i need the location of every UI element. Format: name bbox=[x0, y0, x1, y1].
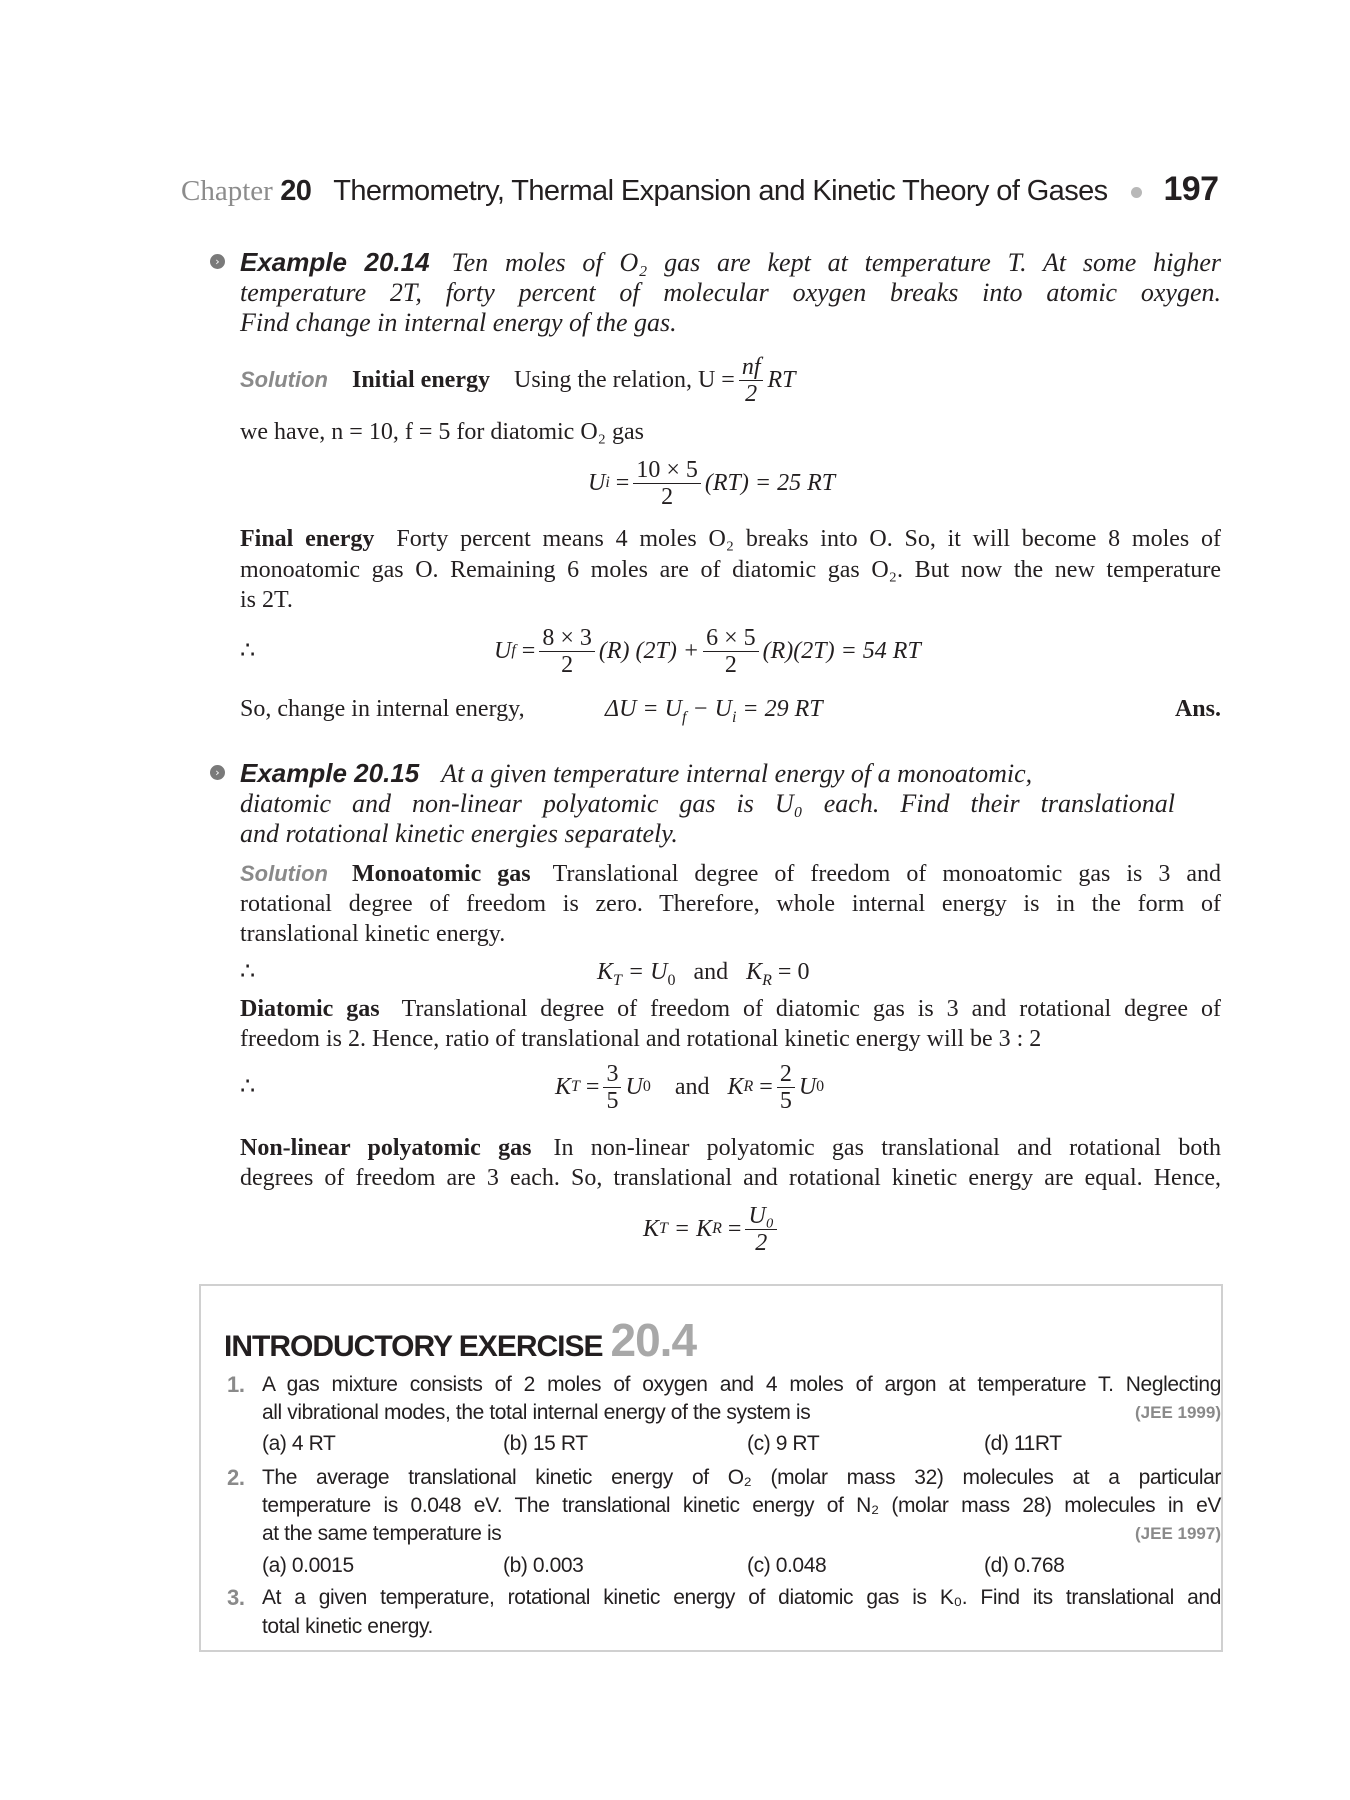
option: (d) 0.768 bbox=[984, 1554, 1065, 1577]
exercise-title: INTRODUCTORY EXERCISE 20.4 bbox=[224, 1314, 697, 1366]
polyatomic-line: Non-linear polyatomic gas In non-linear polyatomic gas translational and rotational both bbox=[240, 1135, 1221, 1161]
therefore-symbol: ∴ bbox=[240, 638, 256, 664]
solution-label: Solution bbox=[240, 367, 328, 392]
subheading: Initial energy bbox=[351, 366, 490, 393]
chevron-bullet-icon: › bbox=[210, 254, 225, 269]
question-line: at the same temperature is (JEE 1997) bbox=[262, 1520, 1221, 1548]
fraction: $\frac{6 \times 5}{2}$ bbox=[703, 625, 759, 678]
option: (b) 0.003 bbox=[503, 1554, 584, 1577]
fraction: $\frac{2}{5}$ bbox=[777, 1061, 795, 1114]
question-number: 3. bbox=[227, 1585, 245, 1610]
running-header bbox=[181, 170, 1218, 209]
paragraph-line: monoatomic gas O. Remaining 6 moles are of diatomic gas O₂. But now the new temperature bbox=[240, 557, 1221, 583]
equation-kt-kr-diatomic: K T = $\frac{3}{5}$ U 0 and K R = $\frac{2}{5}$ U 0 bbox=[555, 1060, 825, 1114]
example-question-line: and rotational kinetic energies separately. bbox=[240, 819, 678, 848]
example-question-line: diatomic and non-linear polyatomic gas is U₀ each. Find their translational bbox=[240, 789, 1175, 818]
fraction: $\frac{nf}{2}$ bbox=[739, 354, 764, 407]
question-number: 2. bbox=[227, 1465, 245, 1490]
option: (d) 11RT bbox=[984, 1432, 1062, 1455]
example-label: Example 20.14 bbox=[240, 247, 430, 277]
therefore-symbol: ∴ bbox=[240, 959, 256, 985]
question-line: A gas mixture consists of 2 moles of oxygen and 4 moles of argon at temperature T. Neglecting bbox=[262, 1373, 1221, 1396]
example-question-line: Find change in internal energy of the gas. bbox=[240, 308, 677, 337]
fraction: $\frac{8 \times 3}{2}$ bbox=[539, 625, 595, 678]
example-20-14-question-line: Example 20.14 Ten moles of O₂ gas are kept at temperature T. At some higher bbox=[240, 247, 1222, 277]
question-line: total kinetic energy. bbox=[262, 1615, 433, 1638]
exercise-number: 20.4 bbox=[610, 1314, 697, 1366]
option: (b) 15 RT bbox=[503, 1432, 588, 1455]
paragraph-line: is 2T. bbox=[240, 587, 293, 613]
question-line: all vibrational modes, the total internal energy of the system is (JEE 1999) bbox=[262, 1399, 1221, 1427]
fraction: $\frac{10 \times 5}{2}$ bbox=[633, 457, 701, 510]
equation-ui: U i = $\frac{10 \times 5}{2}$ (RT) = 25 RT bbox=[588, 456, 836, 510]
question-line: The average translational kinetic energy of O₂ (molar mass 32) molecules at a particular bbox=[262, 1466, 1221, 1489]
option: (a) 4 RT bbox=[262, 1432, 336, 1455]
question-line: At a given temperature, rotational kinetic energy of diatomic gas is K₀. Find its translational and bbox=[262, 1586, 1221, 1609]
given-values: we have, n = 10, f = 5 for diatomic O₂ gas bbox=[240, 419, 645, 445]
therefore-symbol: ∴ bbox=[240, 1074, 256, 1100]
equation-kt-kr-polyatomic: K T = K R = $\frac{\text{U₀}}{2}$ bbox=[643, 1189, 781, 1269]
fraction: $\frac{\text{U₀}}{2}$ bbox=[745, 1203, 777, 1256]
equation-kt-u0: $K_T = U_0$ and $K_R = 0$ bbox=[597, 959, 810, 989]
example-20-15-question-line: Example 20.15 At a given temperature internal energy of a monoatomic, bbox=[240, 758, 1033, 788]
paragraph-line: degrees of freedom are 3 each. So, translational and rotational kinetic energy are equal. Hence, bbox=[240, 1165, 1221, 1191]
paragraph-line: freedom is 2. Hence, ratio of translational and rotational kinetic energy will be 3 : 2 bbox=[240, 1026, 1042, 1052]
option: (c) 0.048 bbox=[747, 1554, 827, 1577]
chevron-bullet-icon: › bbox=[210, 765, 225, 780]
paragraph-line: translational kinetic energy. bbox=[240, 921, 506, 947]
equation-uf: U f = $\frac{8 \times 3}{2}$ (R) (2T) + $\frac{6 \times 5}{2}$ (R)(2T) = 54 RT bbox=[494, 624, 921, 678]
option: (a) 0.0015 bbox=[262, 1554, 354, 1577]
paragraph-line: rotational degree of freedom is zero. Therefore, whole internal energy is in the form of bbox=[240, 891, 1221, 917]
source-tag: (JEE 1997) bbox=[1135, 1524, 1221, 1543]
chapter-word: Chapter bbox=[181, 175, 273, 207]
fraction: $\frac{3}{5}$ bbox=[603, 1061, 621, 1114]
diatomic-line: Diatomic gas Translational degree of freedom of diatomic gas is 3 and rotational degree of bbox=[240, 996, 1221, 1022]
change-label: So, change in internal energy, bbox=[240, 696, 525, 722]
page-number: 197 bbox=[1163, 170, 1219, 208]
chapter-number: 20 bbox=[280, 175, 312, 207]
example-label: Example 20.15 bbox=[240, 758, 420, 788]
source-tag: (JEE 1999) bbox=[1135, 1403, 1221, 1422]
question-number: 1. bbox=[227, 1372, 245, 1397]
equation-delta-u: $\Delta U = U_f - U_i = 29$ RT bbox=[605, 696, 823, 726]
example-question-line: temperature 2T, forty percent of molecular oxygen breaks into atomic oxygen. bbox=[240, 278, 1221, 307]
monoatomic-line: Solution Monoatomic gas Translational degree of freedom of monoatomic gas is 3 and bbox=[240, 861, 1221, 887]
option: (c) 9 RT bbox=[747, 1432, 820, 1455]
solution-initial-energy: Solution Initial energy Using the relation, U = $\frac{nf}{2}$ RT bbox=[240, 353, 796, 407]
chapter-title: Thermometry, Thermal Expansion and Kinetic Theory of Gases bbox=[333, 175, 1108, 207]
final-energy-line: Final energy Forty percent means 4 moles O₂ breaks into O. So, it will become 8 moles of bbox=[240, 526, 1221, 552]
question-line: temperature is 0.048 eV. The translational kinetic energy of N₂ (molar mass 28) molecules in eV bbox=[262, 1494, 1221, 1517]
separator-dot-icon bbox=[1131, 187, 1142, 198]
answer-label: Ans. bbox=[1174, 696, 1221, 722]
